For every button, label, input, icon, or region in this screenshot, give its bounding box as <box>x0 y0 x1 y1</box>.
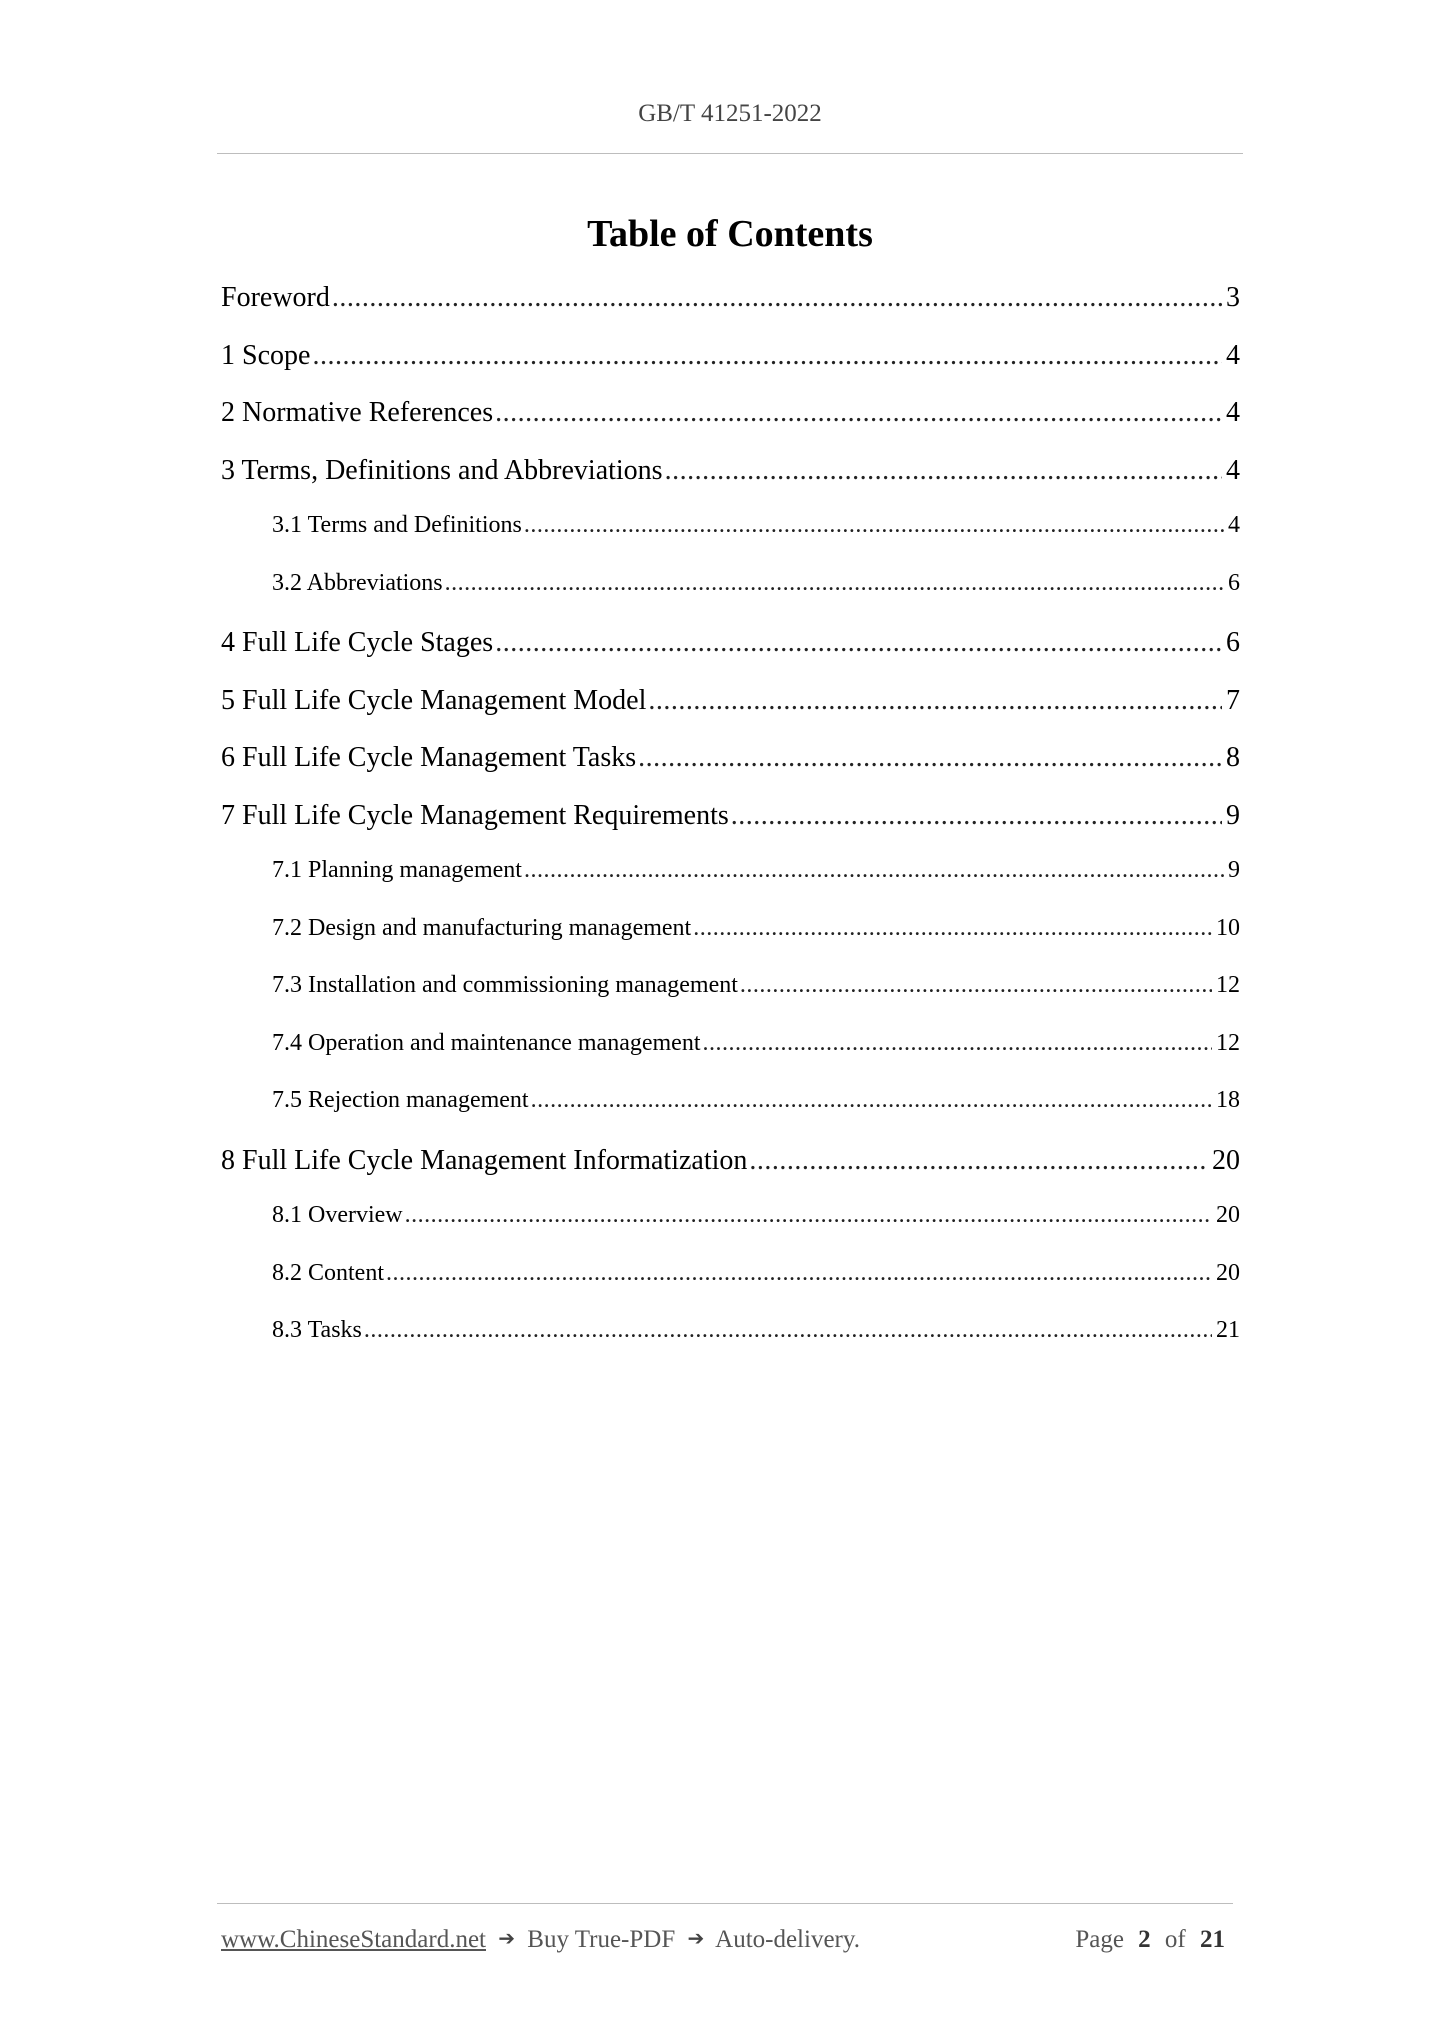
right-arrow-icon: ➔ <box>687 1926 705 1950</box>
toc-entry[interactable] <box>221 570 1240 628</box>
toc-entry[interactable] <box>221 685 1240 743</box>
toc-leader-dots <box>531 1087 1212 1114</box>
toc-entry-label: 8.3 Tasks <box>272 1317 362 1343</box>
page-current: 2 <box>1138 1926 1151 1953</box>
toc-entry[interactable] <box>221 397 1240 455</box>
toc-entry[interactable] <box>221 1087 1240 1145</box>
toc-entry-page: 4 <box>1226 397 1240 428</box>
toc-entry[interactable] <box>221 282 1240 340</box>
toc-leader-dots <box>703 1030 1213 1057</box>
toc-entry-page: 4 <box>1226 339 1240 371</box>
page-total: 21 <box>1200 1926 1225 1953</box>
toc-entry[interactable] <box>221 1145 1240 1203</box>
toc-entry-label: Foreword <box>221 282 330 313</box>
toc-leader-dots <box>405 1202 1212 1229</box>
toc-leader-dots <box>648 685 1222 717</box>
toc-leader-dots <box>445 570 1224 597</box>
toc-entry[interactable] <box>221 972 1240 1030</box>
right-arrow-icon: ➔ <box>498 1926 516 1950</box>
toc-entry-page: 20 <box>1216 1202 1240 1228</box>
toc-entry-page: 9 <box>1228 857 1240 883</box>
toc-entry-label: 4 Full Life Cycle Stages <box>221 627 494 658</box>
toc-entry-page: 7 <box>1226 684 1240 716</box>
toc-entry-page: 20 <box>1212 1144 1240 1176</box>
toc-entry-page: 12 <box>1216 972 1240 998</box>
toc-leader-dots <box>638 742 1222 774</box>
toc-entry[interactable] <box>221 627 1240 685</box>
toc-entry-page: 3 <box>1226 282 1240 313</box>
toc-entry-label: 8.1 Overview <box>272 1202 403 1228</box>
toc-entry[interactable] <box>221 340 1240 398</box>
toc-entry-page: 21 <box>1216 1317 1240 1343</box>
toc-entry-page: 12 <box>1216 1029 1240 1056</box>
toc-entry-label: 2 Normative References <box>221 397 494 428</box>
site-link[interactable]: www.ChineseStandard.net <box>221 1926 486 1953</box>
toc-entry-label: 3.2 Abbreviations <box>272 569 443 596</box>
toc-entry-label: 3 Terms, Definitions and Abbreviations <box>221 454 663 486</box>
toc-entry-page: 18 <box>1216 1087 1240 1113</box>
toc-leader-dots <box>524 512 1224 539</box>
toc-entry-label: 3.1 Terms and Definitions <box>272 512 522 538</box>
toc-leader-dots <box>364 1317 1212 1344</box>
page-title: Table of Contents <box>587 213 873 255</box>
toc-entry-label: 7.4 Operation and maintenance management <box>272 1029 701 1056</box>
toc-entry[interactable] <box>221 915 1240 973</box>
toc-leader-dots <box>312 340 1222 372</box>
toc-entry-page: 6 <box>1226 627 1240 658</box>
footer-promo <box>221 1926 860 1954</box>
delivery-text: Auto-delivery. <box>715 1926 861 1953</box>
toc-entry-label: 8.2 Content <box>272 1259 384 1286</box>
toc-leader-dots <box>731 800 1222 832</box>
toc-leader-dots <box>332 282 1222 314</box>
toc-leader-dots <box>495 627 1222 659</box>
toc-entry-label: 7.5 Rejection management <box>272 1087 529 1113</box>
toc-leader-dots <box>740 972 1212 999</box>
toc-entry-page: 4 <box>1226 454 1240 486</box>
toc-entry-label: 7.2 Design and manufacturing management <box>272 914 692 941</box>
toc-entry-page: 8 <box>1226 742 1240 773</box>
toc-leader-dots <box>386 1260 1212 1287</box>
toc-leader-dots <box>495 397 1222 429</box>
toc-entry-page: 10 <box>1216 914 1240 941</box>
toc-entry[interactable] <box>221 800 1240 858</box>
toc-entry[interactable] <box>221 857 1240 915</box>
toc-entry-page: 6 <box>1228 569 1240 596</box>
toc-entry-label: 8 Full Life Cycle Management Informatization <box>221 1144 748 1176</box>
toc-leader-dots <box>749 1145 1208 1177</box>
toc-entry[interactable] <box>221 1030 1240 1088</box>
toc-entry-label: 1 Scope <box>221 339 311 371</box>
document-header: GB/T 41251-2022 <box>638 100 822 127</box>
page-of: of <box>1164 1926 1186 1953</box>
toc-leader-dots <box>665 455 1222 487</box>
toc-entry-page: 4 <box>1228 512 1240 538</box>
footer-divider <box>217 1903 1233 1904</box>
toc-entry-label: 7.3 Installation and commissioning management <box>272 972 738 998</box>
toc-entry[interactable] <box>221 512 1240 570</box>
buy-text: Buy True-PDF <box>527 1926 676 1953</box>
toc-entry[interactable] <box>221 742 1240 800</box>
table-of-contents <box>221 282 1240 1375</box>
toc-entry[interactable] <box>221 1317 1240 1375</box>
page-prefix: Page <box>1075 1926 1124 1953</box>
toc-entry[interactable] <box>221 1202 1240 1260</box>
toc-entry[interactable] <box>221 455 1240 513</box>
toc-entry[interactable] <box>221 1260 1240 1318</box>
toc-leader-dots <box>524 857 1224 884</box>
toc-leader-dots <box>693 915 1212 942</box>
header-divider <box>217 153 1243 154</box>
toc-entry-page: 9 <box>1226 799 1240 831</box>
toc-entry-label: 5 Full Life Cycle Management Model <box>221 684 647 716</box>
page-number <box>1075 1926 1233 1954</box>
toc-entry-label: 6 Full Life Cycle Management Tasks <box>221 742 637 773</box>
toc-entry-label: 7 Full Life Cycle Management Requirements <box>221 799 729 831</box>
toc-entry-label: 7.1 Planning management <box>272 857 522 883</box>
toc-entry-page: 20 <box>1216 1259 1240 1286</box>
